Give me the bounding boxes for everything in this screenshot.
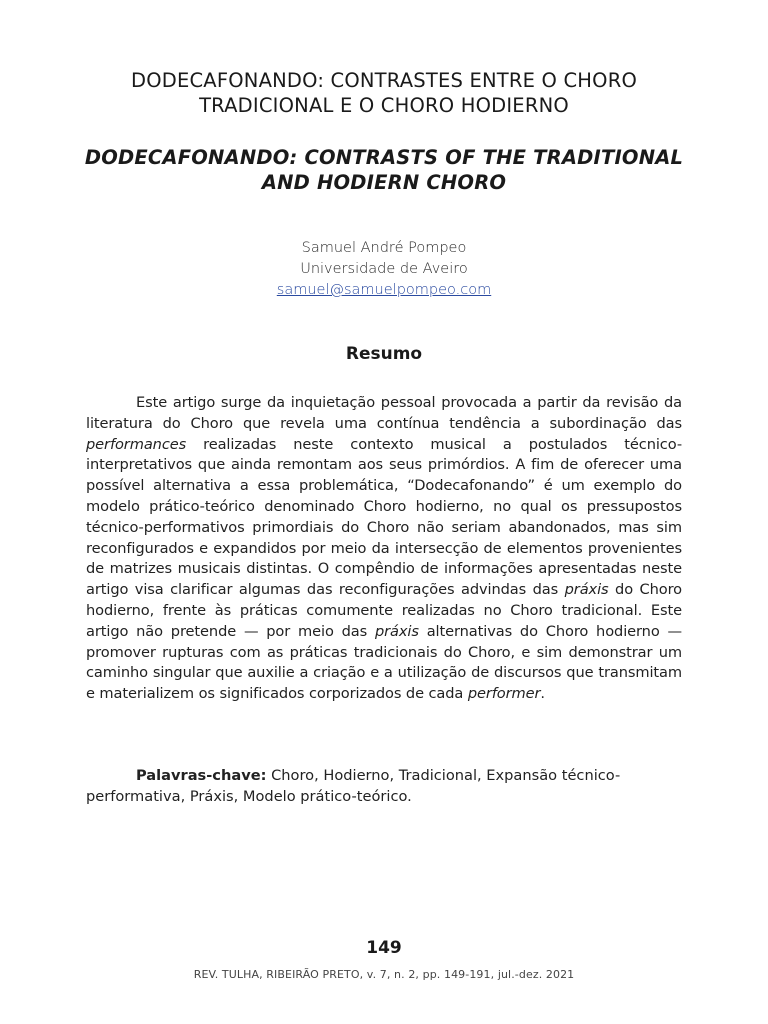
author-email-link[interactable]: samuel@samuelpompeo.com <box>276 282 492 298</box>
author-name: Samuel André Pompeo <box>301 240 467 256</box>
abstract-paragraph <box>86 393 682 705</box>
abstract-italic-performer: performer <box>467 685 541 703</box>
abstract-italic-praxis-1: práxis <box>564 581 609 599</box>
title-portuguese-line2: TRADICIONAL E O CHORO HODIERNO <box>199 94 569 117</box>
keywords-text: Choro, Hodierno, Tradicional, Expansão técnico-performativa, Práxis, Modelo prático-teórico. <box>86 767 621 805</box>
title-portuguese <box>84 68 684 118</box>
abstract-text-2: realizadas neste contexto musical a postulados técnico-interpretativos que ainda remontam aos seus primórdios. A fim de oferecer uma possível alternativa a essa problemática, “Dodecafonando” é um exemplo do modelo prático-teórico denominado Choro hodierno, no qual os pressupostos técnico-performativos primordiais do Choro não seriam abandonados, mas sim reconfigurados e expandidos por meio da intersecção de elementos provenientes de matrizes musicais distintas. O compêndio de informações apresentadas neste artigo visa clarificar algumas das reconfigurações advindas das <box>86 435 682 599</box>
title-portuguese-line1: DODECAFONANDO: CONTRASTES ENTRE O CHORO <box>130 69 638 92</box>
abstract-text-end: . <box>540 685 545 703</box>
author-affiliation: Universidade de Aveiro <box>300 261 468 277</box>
abstract-text-3: do Choro hodierno, frente às práticas comumente realizadas no Choro tradicional. Este artigo não pretende — por meio das <box>86 581 683 640</box>
abstract-heading: Resumo <box>345 344 423 364</box>
author-block <box>84 238 684 301</box>
journal-citation: REV. TULHA, RIBEIRÃO PRETO, v. 7, n. 2, pp. 149-191, jul.-dez. 2021 <box>193 968 575 981</box>
abstract-text-4: alternativas do Choro hodierno — promover rupturas com as práticas tradicionais do Choro, e sim demonstrar um caminho singular que auxilie a criação e a utilização de discursos que transmitam e materializem os significados corporizados de cada <box>86 622 682 703</box>
abstract-italic-performances: performances <box>86 435 187 453</box>
page-number: 149 <box>366 938 402 958</box>
abstract-italic-praxis-2: práxis <box>374 622 419 640</box>
keywords-paragraph <box>86 765 682 807</box>
abstract-text-1: Este artigo surge da inquietação pessoal provocada a partir da revisão da literatura do Choro que revela uma contínua tendência a subordinação das <box>86 394 682 432</box>
title-english <box>84 145 684 195</box>
title-english-line1: DODECAFONANDO: CONTRASTS OF THE TRADITIONAL <box>84 146 684 169</box>
keywords-label: Palavras-chave: <box>136 767 267 784</box>
title-english-line2: AND HODIERN CHORO <box>261 171 507 194</box>
